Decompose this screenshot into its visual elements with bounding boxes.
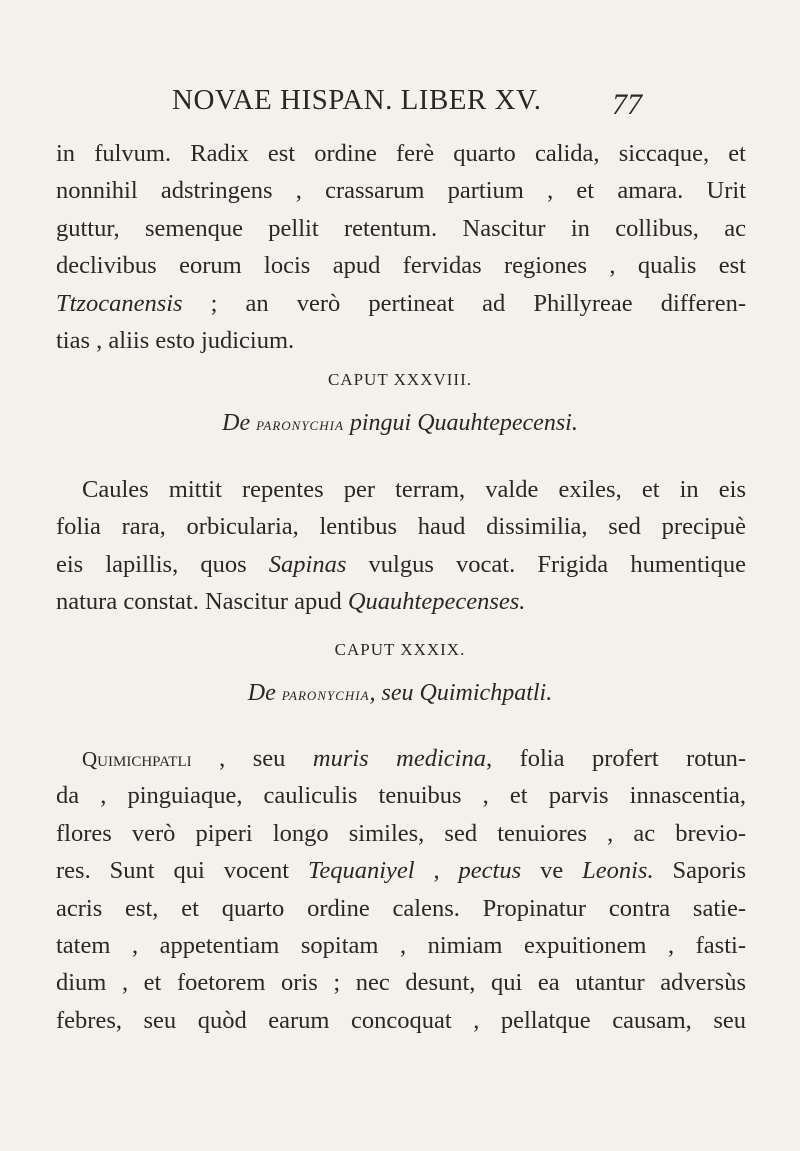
running-title: NOVAE HISPAN. LIBER XV.	[172, 84, 542, 116]
small-caps-term: Quimichpatli	[82, 747, 192, 771]
paragraph-2	[56, 471, 746, 621]
text-line: da , pinguiaque, cauliculis tenuibus , et parvis innascentia,	[56, 782, 746, 810]
chapter-39-title	[0, 680, 800, 707]
italic-term: Quauhtepecenses.	[347, 588, 526, 616]
italic-term: pectus	[458, 857, 522, 885]
chapter-38-label: CAPUT XXXVIII.	[327, 370, 472, 389]
text-fragment: natura constat. Nascitur apud	[56, 588, 348, 616]
text-line	[56, 852, 746, 889]
text-line: dium , et foetorem oris ; nec desunt, qui ea utantur adversùs	[56, 969, 746, 997]
text-line: Caules mittit repentes per terram, valde exiles, et in eis	[82, 476, 746, 503]
text-line: flores verò piperi longo similes, sed tenuiores , ac brevio-	[56, 819, 746, 847]
text-fragment: eis lapillis, quos	[56, 550, 269, 578]
chapter-39-label: CAPUT XXXIX.	[334, 640, 466, 659]
italic-term: Leonis.	[582, 857, 654, 885]
text-line: nonnihil adstringens , crassarum partium , et amara. Urit	[56, 177, 746, 205]
text-line	[56, 285, 746, 322]
italic-term: Tequaniyel	[307, 857, 415, 885]
paragraph-1	[56, 135, 746, 359]
title-fragment: De	[247, 680, 282, 706]
text-fragment: ve	[521, 857, 583, 885]
title-small-caps: paronychia	[281, 684, 370, 705]
title-fragment: De	[222, 410, 257, 436]
text-line: tatem , appetentiam sopitam , nimiam expuitionem , fasti-	[56, 931, 746, 959]
text-fragment: Saporis	[653, 857, 747, 885]
text-line: febres, seu quòd earum concoquat , pellatque causam, seu	[56, 1006, 746, 1034]
chapter-38-title	[0, 410, 800, 437]
title-fragment: , seu Quimichpatli.	[369, 680, 553, 706]
text-fragment: , folia profert rotun-	[485, 745, 746, 772]
text-line: declivibus eorum locis apud fervidas regiones , qualis est	[56, 252, 746, 280]
text-fragment: , seu	[191, 745, 313, 772]
text-line: tias , aliis esto judicium.	[56, 326, 295, 354]
text-line	[56, 583, 746, 620]
paragraph-3	[56, 740, 746, 1039]
italic-term: muris medicina	[312, 745, 486, 772]
text-line: guttur, semenque pellit retentum. Nascitur in collibus, ac	[56, 214, 746, 242]
running-head	[0, 84, 800, 124]
italic-term: Ttzocanensis	[56, 289, 183, 317]
text-line	[56, 740, 746, 777]
page-number: 77	[612, 88, 642, 121]
text-line: in fulvum. Radix est ordine ferè quarto calida, siccaque, et	[56, 140, 746, 167]
text-fragment: ; an verò pertineat ad Phillyreae differen-	[182, 289, 746, 317]
text-fragment: res. Sunt qui vocent	[56, 857, 308, 885]
title-fragment: pingui Quauhtepecensi.	[343, 410, 578, 436]
text-line	[56, 546, 746, 583]
text-line: acris est, et quarto ordine calens. Propinatur contra satie-	[56, 894, 746, 922]
text-fragment: ,	[414, 857, 459, 885]
title-small-caps: paronychia	[256, 414, 344, 435]
text-fragment: vulgus vocat. Frigida humentique	[346, 550, 746, 578]
italic-term: Sapinas	[268, 550, 347, 578]
text-line: folia rara, orbicularia, lentibus haud dissimilia, sed precipuè	[56, 513, 746, 541]
